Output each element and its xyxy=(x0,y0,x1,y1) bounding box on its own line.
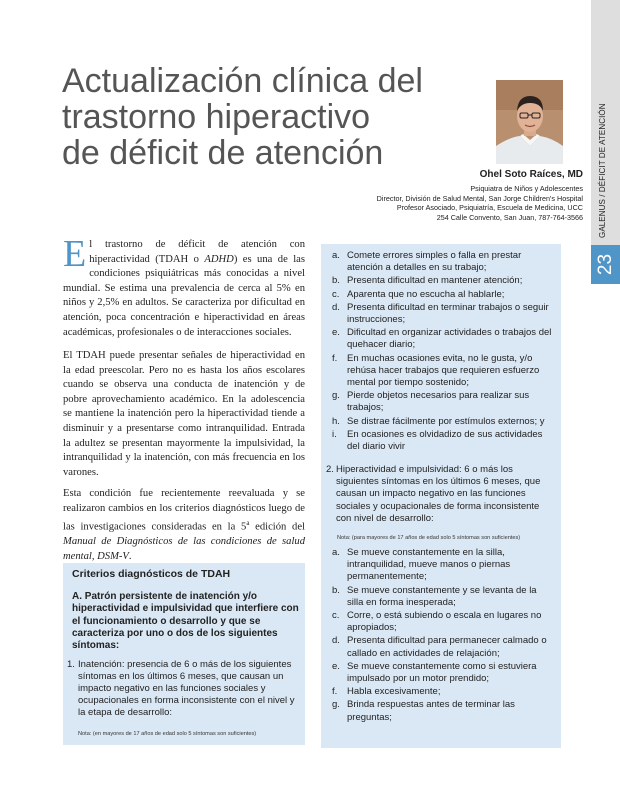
author-line: Psiquiatra de Niños y Adolescentes xyxy=(470,184,583,193)
intro-paragraph: El trastorno de déficit de atención con hiperactividad (TDAH o ADHD) es una de las condiciones psiquiátricas más conocidas a nivel mundial. Se estima una prevalencia de cerca al 5% en niños y 2,5% en adultos. Se caracteriza por dificultad en atención, poca concentración e hiperactividad en áreas académicas, profesionales o de interacciones sociales. xyxy=(63,233,305,338)
criteria-item-inattention: 1. Inatención: presencia de 6 o más de los siguientes síntomas en los últimos 6 meses, que causan un impacto negativo en las funciones sociales y ocupacionales en forma inconsistente con el nivel y la etapa de desarrollo: xyxy=(67,659,295,719)
author-line: Profesor Asociado, Psiquiatría, Escuela de Medicina, UCC xyxy=(396,203,583,213)
list-item: h. Se distrae fácilmente por estímulos externos; y xyxy=(332,415,545,427)
author-name: Ohel Soto Raíces, MD xyxy=(479,169,583,180)
criteria-title: Criterios diagnósticos de TDAH xyxy=(72,568,231,580)
author-line: Director, División de Salud Mental, San Jorge Children's Hospital xyxy=(376,193,583,203)
list-item: b. Presenta dificultad en mantener atención; xyxy=(332,275,523,287)
list-item: e. Dificultad en organizar actividades o trabajos del quehacer diario; xyxy=(332,327,552,351)
list-item: d. Presenta dificultad en terminar trabajos o seguir instrucciones; xyxy=(332,301,549,326)
author-line: 254 Calle Convento, San Juan, 787-764-3566 xyxy=(436,212,583,222)
article-title xyxy=(62,63,462,171)
criteria-note: Nota: (en mayores de 17 años de edad solo 5 síntomas son suficientes) xyxy=(78,731,257,737)
body-paragraph: Esta condición fue recientemente reevaluada y se realizaron cambios en los criterios diagnósticos luego de las investigaciones consideradas en la 5$^a$ edición del Manual de Diagnósticos de las condiciones de salud mental, DSM-V. xyxy=(63,488,305,562)
title-line: de déficit de atención xyxy=(62,134,384,172)
list-item: g. Brinda respuestas antes de terminar las preguntas; xyxy=(332,699,515,723)
list-item: c. Corre, o está subiendo o escala en lugares no apropiados; xyxy=(332,610,542,634)
list-item: a. Comete errores simples o falla en prestar atención a detalles en su trabajo; xyxy=(332,250,522,274)
list-item: i. En ocasiones es olvidadizo de sus actividades del diario vivir xyxy=(332,428,543,453)
list-item: c. Aparenta que no escucha al hablarle; xyxy=(332,288,505,300)
title-line: Actualización clínica del xyxy=(62,62,423,100)
title-line: trastorno hiperactivo xyxy=(62,98,371,136)
author-portrait-icon xyxy=(496,80,563,164)
author-photo xyxy=(496,80,563,164)
list-item: f. Habla excesivamente; xyxy=(332,686,441,698)
list-item: a. Se mueve constantemente en la silla, intranquilidad, mueve manos o piernas permanentemente; xyxy=(332,547,511,583)
author-affiliation xyxy=(300,184,583,222)
drop-cap: E xyxy=(63,233,87,275)
criteria-note: Nota: (para mayores de 17 años de edad solo 5 síntomas son suficientes) xyxy=(337,535,521,541)
list-item: e. Se mueve constantemente como si estuviera impulsado por un motor prendido; xyxy=(332,660,537,685)
body-paragraph: El TDAH puede presentar señales de hiperactividad en la edad preescolar. Pero no es hasta los años escolares cuando se observa una conducta de inatención y de pobre aprovechamiento académico. En la adolescencia se mantiene la inatención pero la hiperactividad tiende a disminuir y a presentarse como intranquilidad. Entrada la adultez se presentan mayormente la impulsividad, la intranquilidad y la inatención, con más frecuencia en los varones. xyxy=(63,350,305,478)
criteria-item-hyperactivity: 2. Hiperactividad e impulsividad: 6 o más los siguientes síntomas en los últimos 6 meses, que causan un impacto negativo en las funciones sociales y ocupacionales de forma inconsistente con nivel de desarrollo: xyxy=(326,464,541,524)
criteria-section-a: A. Patrón persistente de inatención y/o hiperactividad e impulsividad que interfiere con el funcionamiento o desarrollo y que se caracteriza por uno o dos de los siguientes síntomas: xyxy=(72,591,299,652)
hyperactivity-symptom-list xyxy=(332,547,555,725)
list-item: d. Presenta dificultad para permanecer calmado o callado en actividades de relajación; xyxy=(332,635,547,659)
list-item: g. Pierde objetos necesarios para realizar sus trabajos; xyxy=(332,390,530,414)
list-item: f. En muchas ocasiones evita, no le gusta, y/o rehúsa hacer trabajos que requieren esfuerzo mental por tiempo sostenido; xyxy=(332,352,540,389)
page-number: 23 xyxy=(594,253,616,276)
inattention-symptom-list xyxy=(332,250,555,454)
list-item: b. Se mueve constantemente y se levanta de la silla en forma inesperada; xyxy=(332,584,537,608)
